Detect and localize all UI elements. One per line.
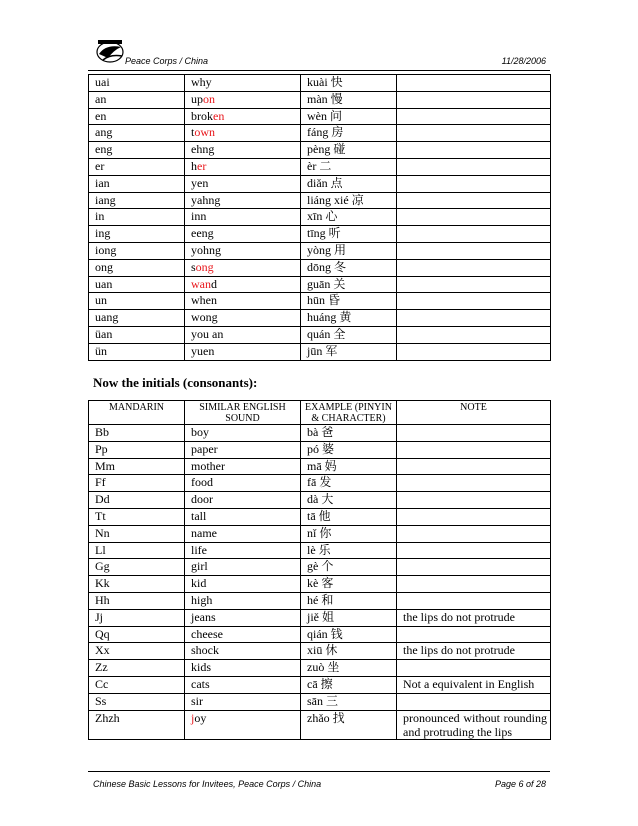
sound-text: life <box>191 542 207 557</box>
sound-text: boy <box>191 425 209 439</box>
table-row <box>89 310 551 327</box>
note-cell <box>397 576 551 593</box>
english-sound-cell <box>185 125 301 142</box>
table-row <box>89 226 551 243</box>
sound-text: when <box>191 293 217 308</box>
table-row <box>89 508 551 525</box>
example-cell: zuò 坐 <box>301 660 397 677</box>
english-sound-cell <box>185 660 301 677</box>
table-row <box>89 693 551 710</box>
table-row <box>89 91 551 108</box>
sound-text: kids <box>191 660 212 675</box>
english-sound-cell <box>185 576 301 593</box>
mandarin-cell: in <box>89 209 185 226</box>
sound-text: tall <box>191 508 207 523</box>
table-row <box>89 75 551 92</box>
sound-text: s <box>191 259 196 274</box>
sound-text: cats <box>191 676 210 691</box>
highlighted-sound: ong <box>195 259 214 274</box>
mandarin-cell: Kk <box>89 576 185 593</box>
mandarin-cell: Ll <box>89 542 185 559</box>
note-cell: pronounced without rounding and protruding the lips <box>397 710 551 739</box>
highlighted-sound: en <box>213 108 225 123</box>
sound-text: oy <box>194 710 207 725</box>
english-sound-cell <box>185 643 301 660</box>
example-cell: wèn 问 <box>301 108 397 125</box>
note-cell <box>397 525 551 542</box>
finals-table <box>88 74 551 361</box>
example-cell: diǎn 点 <box>301 175 397 192</box>
col-header-similar: SIMILAR ENGLISH SOUND <box>185 401 301 425</box>
english-sound-cell <box>185 276 301 293</box>
mandarin-cell: Hh <box>89 592 185 609</box>
mandarin-cell: ian <box>89 175 185 192</box>
mandarin-cell: Zz <box>89 660 185 677</box>
example-cell: hūn 昏 <box>301 293 397 310</box>
sound-text: wong <box>191 310 218 325</box>
mandarin-cell: Jj <box>89 609 185 626</box>
note-cell <box>397 209 551 226</box>
mandarin-cell: Tt <box>89 508 185 525</box>
english-sound-cell <box>185 209 301 226</box>
peace-corps-logo <box>94 38 126 64</box>
mandarin-cell: Ff <box>89 475 185 492</box>
table-row <box>89 242 551 259</box>
highlighted-sound: own <box>194 125 216 140</box>
col-header-mandarin: MANDARIN <box>89 401 185 425</box>
table-row <box>89 293 551 310</box>
sound-text: girl <box>191 559 208 574</box>
sound-text: t <box>191 125 195 140</box>
example-cell: qián 钱 <box>301 626 397 643</box>
sound-text: up <box>191 91 203 106</box>
mandarin-cell: Nn <box>89 525 185 542</box>
header-divider <box>88 70 550 71</box>
example-cell: nǐ 你 <box>301 525 397 542</box>
note-cell <box>397 310 551 327</box>
table-row <box>89 125 551 142</box>
highlighted-sound: er <box>197 158 207 173</box>
table-row <box>89 209 551 226</box>
example-cell: fā 发 <box>301 475 397 492</box>
example-cell: gè 个 <box>301 559 397 576</box>
mandarin-cell: Gg <box>89 559 185 576</box>
table-row <box>89 525 551 542</box>
note-cell <box>397 158 551 175</box>
english-sound-cell <box>185 458 301 475</box>
example-cell: kuài 快 <box>301 75 397 92</box>
english-sound-cell <box>185 108 301 125</box>
sound-text: high <box>191 592 213 607</box>
english-sound-cell <box>185 559 301 576</box>
mandarin-cell: Bb <box>89 425 185 442</box>
sound-text: door <box>191 492 213 507</box>
example-cell: zhǎo 找 <box>301 710 397 739</box>
table-row <box>89 475 551 492</box>
mandarin-cell: Xx <box>89 643 185 660</box>
note-cell <box>397 242 551 259</box>
example-cell: yòng 用 <box>301 242 397 259</box>
example-cell: lè 乐 <box>301 542 397 559</box>
table-row <box>89 276 551 293</box>
mandarin-cell: Zhzh <box>89 710 185 739</box>
example-cell: hé 和 <box>301 592 397 609</box>
note-cell <box>397 475 551 492</box>
table-row <box>89 175 551 192</box>
example-cell: xiū 休 <box>301 643 397 660</box>
mandarin-cell: un <box>89 293 185 310</box>
sound-text: mother <box>191 458 225 473</box>
note-cell <box>397 693 551 710</box>
note-cell <box>397 75 551 92</box>
example-cell: èr 二 <box>301 158 397 175</box>
mandarin-cell: ing <box>89 226 185 243</box>
initials-header-row <box>89 401 551 425</box>
table-row <box>89 425 551 442</box>
example-cell: màn 慢 <box>301 91 397 108</box>
english-sound-cell <box>185 91 301 108</box>
mandarin-cell: ün <box>89 343 185 360</box>
english-sound-cell <box>185 492 301 509</box>
example-cell: kè 客 <box>301 576 397 593</box>
note-cell <box>397 626 551 643</box>
footer-divider <box>88 771 550 772</box>
sound-text: yahng <box>191 192 221 207</box>
table-row <box>89 158 551 175</box>
highlighted-sound: on <box>203 91 215 106</box>
example-cell: sān 三 <box>301 693 397 710</box>
example-cell: jūn 军 <box>301 343 397 360</box>
note-cell <box>397 142 551 159</box>
footer-page-number: Page 6 of 28 <box>494 779 546 789</box>
note-cell <box>397 226 551 243</box>
english-sound-cell <box>185 259 301 276</box>
mandarin-cell: er <box>89 158 185 175</box>
note-cell: Not a equivalent in English <box>397 676 551 693</box>
note-cell <box>397 293 551 310</box>
english-sound-cell <box>185 326 301 343</box>
mandarin-cell: iang <box>89 192 185 209</box>
example-cell: xīn 心 <box>301 209 397 226</box>
note-cell: the lips do not protrude <box>397 643 551 660</box>
mandarin-cell: en <box>89 108 185 125</box>
mandarin-cell: Qq <box>89 626 185 643</box>
english-sound-cell <box>185 475 301 492</box>
note-cell <box>397 660 551 677</box>
note-cell <box>397 458 551 475</box>
english-sound-cell <box>185 158 301 175</box>
header-date: 11/28/2006 <box>501 56 546 66</box>
english-sound-cell <box>185 441 301 458</box>
english-sound-cell <box>185 310 301 327</box>
sound-text: inn <box>191 209 207 224</box>
note-cell <box>397 91 551 108</box>
example-cell: dà 大 <box>301 492 397 509</box>
note-cell <box>397 559 551 576</box>
example-cell: jiě 姐 <box>301 609 397 626</box>
mandarin-cell: Cc <box>89 676 185 693</box>
english-sound-cell <box>185 142 301 159</box>
english-sound-cell <box>185 293 301 310</box>
english-sound-cell <box>185 710 301 739</box>
mandarin-cell: iong <box>89 242 185 259</box>
table-row <box>89 492 551 509</box>
sound-text: paper <box>191 441 218 456</box>
mandarin-cell: Ss <box>89 693 185 710</box>
english-sound-cell <box>185 192 301 209</box>
note-cell <box>397 259 551 276</box>
sound-text: d <box>211 276 217 291</box>
mandarin-cell: Pp <box>89 441 185 458</box>
example-cell: pèng 碰 <box>301 142 397 159</box>
mandarin-cell: uan <box>89 276 185 293</box>
example-cell: cā 擦 <box>301 676 397 693</box>
sound-text: yohng <box>191 242 221 257</box>
note-cell <box>397 276 551 293</box>
sound-text: kid <box>191 576 207 591</box>
sound-text: why <box>191 75 212 89</box>
table-row <box>89 609 551 626</box>
table-row <box>89 626 551 643</box>
table-row <box>89 576 551 593</box>
table-row <box>89 192 551 209</box>
table-row <box>89 326 551 343</box>
sound-text: eeng <box>191 226 214 241</box>
note-cell <box>397 542 551 559</box>
english-sound-cell <box>185 75 301 92</box>
sound-text: cheese <box>191 626 223 641</box>
table-row <box>89 259 551 276</box>
table-row <box>89 441 551 458</box>
mandarin-cell: uai <box>89 75 185 92</box>
table-row <box>89 542 551 559</box>
english-sound-cell <box>185 609 301 626</box>
note-cell <box>397 492 551 509</box>
mandarin-cell: eng <box>89 142 185 159</box>
col-header-example: EXAMPLE (PINYIN & CHARACTER) <box>301 401 397 425</box>
highlighted-sound: wan <box>191 276 211 291</box>
english-sound-cell <box>185 693 301 710</box>
sound-text: food <box>191 475 213 490</box>
english-sound-cell <box>185 425 301 442</box>
english-sound-cell <box>185 226 301 243</box>
col-header-note: NOTE <box>397 401 551 425</box>
table-row <box>89 559 551 576</box>
english-sound-cell <box>185 542 301 559</box>
example-cell: tā 他 <box>301 508 397 525</box>
note-cell <box>397 326 551 343</box>
example-cell: liáng xié 凉 <box>301 192 397 209</box>
mandarin-cell: an <box>89 91 185 108</box>
note-cell <box>397 441 551 458</box>
example-cell: bà 爸 <box>301 425 397 442</box>
english-sound-cell <box>185 175 301 192</box>
table-row <box>89 710 551 739</box>
note-cell <box>397 425 551 442</box>
mandarin-cell: Mm <box>89 458 185 475</box>
mandarin-cell: üan <box>89 326 185 343</box>
sound-text: yuen <box>191 343 215 358</box>
english-sound-cell <box>185 676 301 693</box>
sound-text: you an <box>191 326 224 341</box>
highlighted-sound: j <box>191 710 195 725</box>
sound-text: yen <box>191 175 209 190</box>
example-cell: fáng 房 <box>301 125 397 142</box>
note-cell <box>397 108 551 125</box>
table-row <box>89 343 551 360</box>
sound-text: sir <box>191 693 203 708</box>
note-cell <box>397 343 551 360</box>
example-cell: tīng 听 <box>301 226 397 243</box>
english-sound-cell <box>185 626 301 643</box>
sound-text: brok <box>191 108 213 123</box>
example-cell: pó 婆 <box>301 441 397 458</box>
example-cell: huáng 黄 <box>301 310 397 327</box>
table-row <box>89 142 551 159</box>
note-cell: the lips do not protrude <box>397 609 551 626</box>
english-sound-cell <box>185 592 301 609</box>
mandarin-cell: ang <box>89 125 185 142</box>
sound-text: jeans <box>191 609 216 624</box>
mandarin-cell: ong <box>89 259 185 276</box>
table-row <box>89 592 551 609</box>
note-cell <box>397 175 551 192</box>
english-sound-cell <box>185 525 301 542</box>
english-sound-cell <box>185 508 301 525</box>
note-cell <box>397 192 551 209</box>
example-cell: quán 全 <box>301 326 397 343</box>
initials-table <box>88 400 551 740</box>
table-row <box>89 643 551 660</box>
section-title: Now the initials (consonants): <box>93 375 258 390</box>
sound-text: name <box>191 525 217 540</box>
note-cell <box>397 508 551 525</box>
table-row <box>89 458 551 475</box>
note-cell <box>397 592 551 609</box>
example-cell: guān 关 <box>301 276 397 293</box>
table-row <box>89 676 551 693</box>
example-cell: mā 妈 <box>301 458 397 475</box>
english-sound-cell <box>185 242 301 259</box>
header-org: Peace Corps / China <box>125 56 209 66</box>
note-cell <box>397 125 551 142</box>
example-cell: dōng 冬 <box>301 259 397 276</box>
sound-text: ehng <box>191 142 215 157</box>
mandarin-cell: Dd <box>89 492 185 509</box>
footer-title: Chinese Basic Lessons for Invitees, Peace Corps / China <box>93 779 322 789</box>
sound-text: shock <box>191 643 219 658</box>
table-row <box>89 108 551 125</box>
sound-text: h <box>191 158 197 173</box>
table-row <box>89 660 551 677</box>
mandarin-cell: uang <box>89 310 185 327</box>
english-sound-cell <box>185 343 301 360</box>
